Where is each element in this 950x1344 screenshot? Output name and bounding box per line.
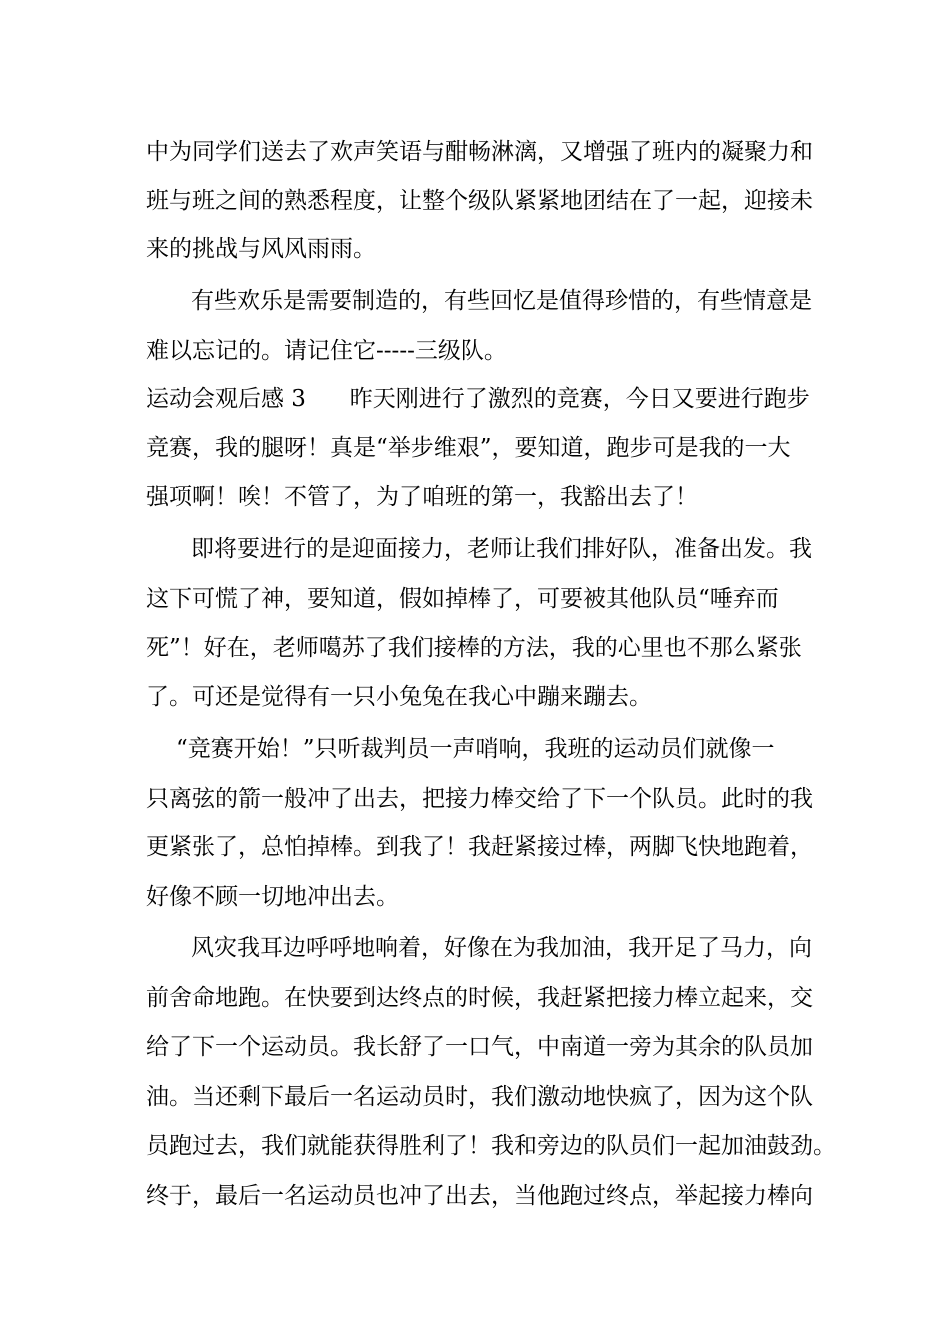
text-line: 死”！好在，老师噶苏了我们接棒的方法，我的心里也不那么紧张 (146, 635, 802, 661)
text-line: 班与班之间的熟悉程度，让整个级队紧紧地团结在了一起，迎接未 (146, 188, 813, 214)
paragraph-first-line: “竞赛开始！”只听裁判员一声哨响，我班的运动员们就像一 (176, 736, 775, 762)
text-line: 员跑过去，我们就能获得胜利了！我和旁边的队员们一起加油鼓劲。 (146, 1133, 836, 1159)
text-line: 来的挑战与风风雨雨。 (146, 236, 376, 262)
text-line: 给了下一个运动员。我长舒了一口气，中南道一旁为其余的队员加 (146, 1034, 813, 1060)
paragraph-first-line: 风灾我耳边呼呼地响着，好像在为我加油，我开足了马力，向 (191, 935, 812, 961)
essay-title-line: 运动会观后感 3 昨天刚进行了激烈的竞赛，今日又要进行跑步 (146, 386, 810, 412)
text-line: 这下可慌了神，要知道，假如掉棒了，可要被其他队员“唾弃而 (146, 586, 779, 612)
paragraph-first-line: 有些欢乐是需要制造的，有些回忆是值得珍惜的，有些情意是 (191, 288, 812, 314)
text-line: 好像不顾一切地冲出去。 (146, 884, 399, 910)
text-line: 难以忘记的。请记住它-----三级队。 (146, 338, 507, 364)
text-line: 中为同学们送去了欢声笑语与酣畅淋漓，又增强了班内的凝聚力和 (146, 139, 813, 165)
text-line: 油。当还剩下最后一名运动员时，我们激动地快疯了，因为这个队 (146, 1084, 813, 1110)
text-line: 强项啊！唉！不管了，为了咱班的第一，我豁出去了！ (146, 484, 698, 510)
text-line: 只离弦的箭一般冲了出去，把接力棒交给了下一个队员。此时的我 (146, 786, 813, 812)
text-line: 终于，最后一名运动员也冲了出去，当他跑过终点，举起接力棒向 (146, 1183, 813, 1209)
text-line: 了。可还是觉得有一只小兔兔在我心中蹦来蹦去。 (146, 684, 652, 710)
paragraph-first-line: 即将要进行的是迎面接力，老师让我们排好队，准备出发。我 (191, 536, 812, 562)
text-line: 更紧张了，总怕掉棒。到我了！我赶紧接过棒，两脚飞快地跑着， (146, 834, 813, 860)
text-line: 竞赛，我的腿呀！真是“举步维艰”，要知道，跑步可是我的一大 (146, 435, 791, 461)
text-line: 前舍命地跑。在快要到达终点的时候，我赶紧把接力棒立起来，交 (146, 985, 813, 1011)
